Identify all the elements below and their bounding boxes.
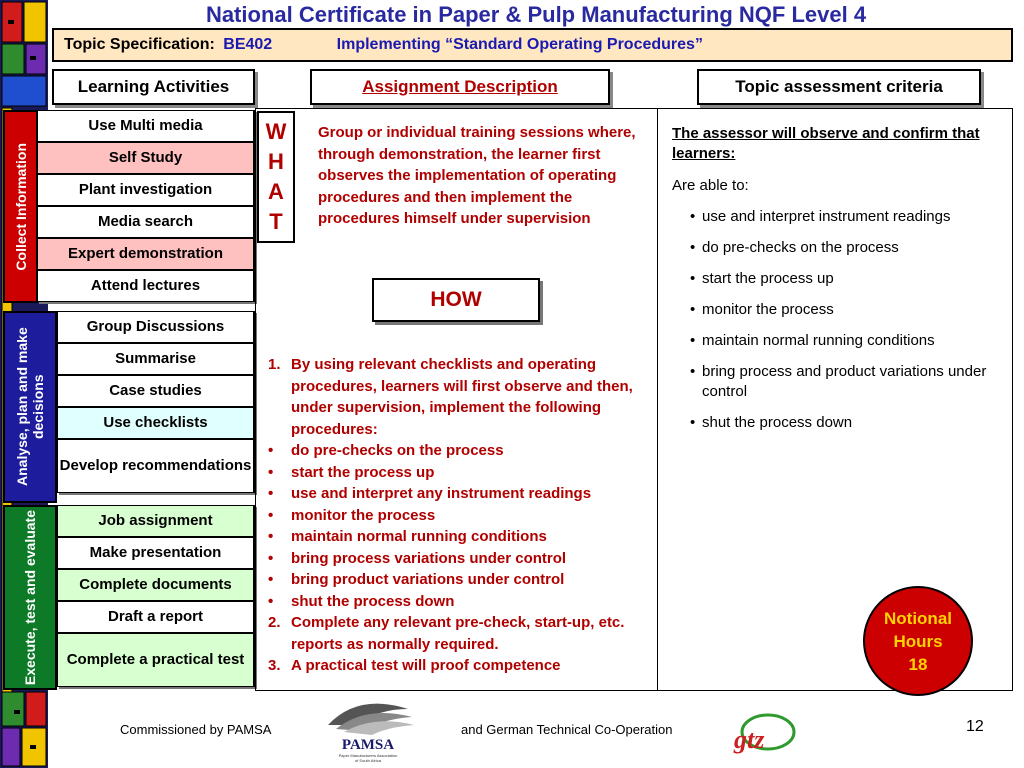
category-execute-label: Execute, test and evaluate: [22, 509, 38, 686]
topic-name: Implementing “Standard Operating Procedures”: [336, 36, 703, 53]
how-box: HOW: [372, 278, 540, 322]
how-item: • bring product variations under control: [268, 571, 565, 588]
activity-use-checklists: Use checklists: [57, 407, 255, 439]
criteria-item: • use and interpret instrument readings: [690, 208, 951, 225]
svg-text:PAMSA: PAMSA: [341, 737, 395, 753]
svg-text:of South Africa: of South Africa: [354, 758, 382, 763]
what-box: [257, 111, 295, 243]
activity-develop-recommendations: Develop recommendations: [57, 439, 255, 493]
page-title: National Certificate in Paper & Pulp Manufacturing NQF Level 4: [205, 2, 867, 27]
activity-group-discussions: Group Discussions: [57, 311, 255, 343]
activity-use-multi-media: Use Multi media: [37, 110, 255, 142]
how-list: [268, 354, 648, 677]
category-analyse-label: Analyse, plan and make decisions: [14, 327, 46, 487]
activity-case-studies: Case studies: [57, 375, 255, 407]
learning-activities-header: Learning Activities: [52, 69, 255, 105]
how-item: 3. A practical test will proof competence: [268, 657, 561, 674]
footer-commissioned: Commissioned by PAMSA: [120, 722, 272, 737]
criteria-item: • maintain normal running conditions: [690, 332, 935, 349]
category-analyse-plan: [3, 311, 57, 503]
criteria-item: • start the process up: [690, 270, 834, 287]
activity-expert-demonstration: Expert demonstration: [37, 238, 255, 270]
what-letter-t: T: [269, 209, 283, 234]
svg-text:Paper Manufacturers Associatio: Paper Manufacturers Association: [338, 753, 398, 758]
assignment-description-link[interactable]: Assignment Description: [310, 69, 610, 105]
topic-specification-bar: [52, 28, 1013, 62]
activity-make-presentation: Make presentation: [57, 537, 255, 569]
activity-job-assignment: Job assignment: [57, 505, 255, 537]
criteria-heading: The assessor will observe and confirm that learners:: [672, 125, 980, 162]
criteria-item: • bring process and product variations under control: [690, 363, 987, 400]
activity-self-study: Self Study: [37, 142, 255, 174]
what-letter-w: W: [265, 119, 287, 144]
criteria-item: • monitor the process: [690, 301, 834, 318]
category-execute-test: [3, 505, 57, 690]
activity-complete-documents: Complete documents: [57, 569, 255, 601]
topic-assessment-criteria-header: Topic assessment criteria: [697, 69, 981, 105]
what-letter-a: A: [268, 179, 284, 204]
pamsa-logo-icon: [318, 695, 418, 765]
how-item: • monitor the process: [268, 506, 436, 524]
what-description: Group or individual training sessions where, through demonstration, the learner first observes the implementation of operating procedures and then implement the procedures himself under supervision: [318, 124, 636, 227]
criteria-item: • do pre-checks on the process: [690, 239, 899, 256]
svg-text:gtz: gtz: [734, 725, 765, 754]
criteria-item: • shut the process down: [690, 414, 853, 431]
category-collect-label: Collect Information: [12, 142, 29, 271]
gtz-logo-icon: [728, 712, 796, 756]
topic-code: BE402: [223, 36, 273, 53]
notional-hours-badge: [863, 586, 973, 696]
how-item: • bring process variations under control: [268, 549, 567, 567]
how-item: • maintain normal running conditions: [268, 528, 547, 545]
criteria-intro: Are able to:: [672, 177, 749, 194]
how-item: • use and interpret any instrument readings: [268, 485, 592, 502]
category-collect-information: [3, 110, 38, 303]
activity-attend-lectures: Attend lectures: [37, 270, 255, 302]
how-item: • do pre-checks on the process: [268, 442, 504, 459]
what-letter-h: H: [268, 149, 284, 174]
how-item: 2. Complete any relevant pre-check, start-up, etc. reports as normally required.: [268, 614, 625, 653]
footer-german-cooperation: and German Technical Co-Operation: [461, 722, 673, 737]
activity-media-search: Media search: [37, 206, 255, 238]
notional-label: Notional: [884, 608, 952, 628]
activity-plant-investigation: Plant investigation: [37, 174, 255, 206]
how-item: 1. By using relevant checklists and operating procedures, learners will first observe and then, under supervision, implement the following procedures:: [268, 356, 633, 438]
hours-label: Hours: [893, 631, 943, 651]
how-item: • shut the process down: [268, 592, 455, 610]
panel-divider: [657, 108, 658, 691]
page-number: 12: [966, 718, 984, 735]
topic-label: Topic Specification:: [64, 36, 215, 53]
activity-draft-a-report: Draft a report: [57, 601, 255, 633]
how-item: • start the process up: [268, 463, 435, 481]
assessment-criteria: [672, 124, 1002, 433]
notional-hours-value: 18: [908, 654, 928, 674]
activity-summarise: Summarise: [57, 343, 255, 375]
activity-complete-practical-test: Complete a practical test: [57, 633, 255, 687]
